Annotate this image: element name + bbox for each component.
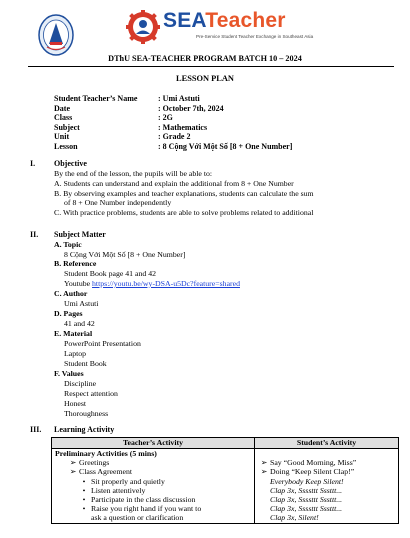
info-label: Subject <box>54 122 80 132</box>
student-doing-item <box>258 467 395 476</box>
info-value: : 8 Cộng Với Một Số [8 + One Number] <box>158 141 293 151</box>
arrow-bullet-icon: ➢ <box>260 458 268 468</box>
rule-text: Sit properly and quietly <box>91 476 165 486</box>
agreement-text: Class Agreement <box>79 467 133 477</box>
table-header-row <box>52 438 399 449</box>
section-title: Objective <box>54 159 87 168</box>
chant-line: Clap 3x, Ssssttt Sssttt... <box>270 494 343 504</box>
spacer <box>258 449 395 458</box>
rule-item <box>55 486 251 495</box>
section-number: II. <box>30 230 39 239</box>
dot-bullet-icon: • <box>82 494 86 504</box>
info-row <box>54 123 292 133</box>
info-value: : Umi Astuti <box>158 94 200 103</box>
arrow-bullet-icon: ➢ <box>260 467 268 477</box>
value-item: Honest <box>64 399 87 408</box>
material-item: Laptop <box>64 349 87 358</box>
arrow-bullet-icon: ➢ <box>69 467 77 477</box>
value-item: Respect attention <box>64 389 118 398</box>
youtube-label: Youtube <box>64 279 93 288</box>
info-row <box>54 132 292 142</box>
pages-heading: D. Pages <box>54 309 83 318</box>
material-heading: E. Material <box>54 329 93 338</box>
activity-table <box>51 437 399 524</box>
student-say-text: Say “Good Morning, Miss” <box>270 458 357 468</box>
section-subject-matter-heading <box>30 230 106 239</box>
objective-b: B. By observing examples and teacher explanations, students can calculate the sum <box>54 189 314 198</box>
university-seal-logo <box>38 14 74 56</box>
objective-b-continued: of 8 + One Number independently <box>64 198 172 207</box>
info-row <box>54 94 292 104</box>
material-item: Student Book <box>64 359 107 368</box>
info-row <box>54 142 292 152</box>
greetings-text: Greetings <box>79 458 110 468</box>
teacher-activity-cell <box>52 449 255 524</box>
brand-sea: SEA <box>163 9 206 32</box>
brand-wordmark <box>163 10 286 32</box>
preliminary-heading: Preliminary Activities (5 mins) <box>55 449 157 458</box>
info-row <box>54 104 292 114</box>
dot-bullet-icon: • <box>82 504 86 514</box>
section-learning-activity-heading <box>30 425 114 434</box>
chant-line: Clap 3x, Ssssttt Sssttt... <box>270 485 343 495</box>
header-divider <box>28 66 394 67</box>
info-label: Class <box>54 113 73 123</box>
section-number: III. <box>30 425 42 434</box>
column-header-teacher: Teacher’s Activity <box>52 438 255 449</box>
lesson-info <box>54 94 292 152</box>
brand-tagline: Pre-Service Student Teacher Exchange in Southeast Asia <box>196 34 314 39</box>
values-heading: F. Values <box>54 369 84 378</box>
student-say-item <box>258 458 395 467</box>
objective-c: C. With practice problems, students are able to solve problems related to additional <box>54 208 314 217</box>
info-label: Student Teacher’s Name <box>54 94 138 103</box>
sea-teacher-gear-logo <box>126 10 160 44</box>
rule-item <box>55 495 251 504</box>
info-row <box>54 113 292 123</box>
info-value: : October 7th, 2024 <box>158 103 224 113</box>
document-title: LESSON PLAN <box>176 74 234 83</box>
material-item: PowerPoint Presentation <box>64 339 141 348</box>
student-activity-cell <box>255 449 399 524</box>
value-item: Thoroughness <box>64 409 109 418</box>
column-header-student: Student’s Activity <box>255 438 399 449</box>
dot-bullet-icon: • <box>82 485 86 495</box>
rule-text: Participate in the class discussion <box>91 494 196 504</box>
info-label: Lesson <box>54 141 78 151</box>
chant-line: Everybody Keep Silent! <box>270 476 344 486</box>
info-value: : Mathematics <box>158 122 208 132</box>
info-label: Date <box>54 103 70 113</box>
reference-youtube <box>64 279 240 288</box>
table-row <box>52 449 399 524</box>
value-item: Discipline <box>64 379 97 388</box>
info-value: : Grade 2 <box>158 132 191 142</box>
rule-item <box>55 477 251 486</box>
dot-bullet-icon: • <box>82 476 86 486</box>
info-value: : 2G <box>158 113 173 123</box>
brand-teacher: Teacher <box>205 9 286 32</box>
chant-line: Clap 3x, Silent! <box>270 513 319 523</box>
reference-heading: B. Reference <box>54 259 97 268</box>
author-name: Umi Astuti <box>64 299 99 308</box>
objective-a: A. Students can understand and explain the additional from 8 + One Number <box>54 179 294 188</box>
pages-value: 41 and 42 <box>64 319 95 328</box>
section-title: Subject Matter <box>54 230 106 239</box>
objective-intro: By the end of the lesson, the pupils will be able to: <box>54 169 213 178</box>
chant-line: Clap 3x, Ssssttt Sssttt... <box>270 504 343 514</box>
program-title: DThU SEA-TEACHER PROGRAM BATCH 10 – 2024 <box>108 54 302 63</box>
section-title: Learning Activity <box>54 425 115 434</box>
topic-text: 8 Cộng Với Một Số [8 + One Number] <box>64 250 186 259</box>
greetings-item <box>55 458 251 467</box>
author-heading: C. Author <box>54 289 88 298</box>
section-number: I. <box>30 159 36 168</box>
student-doing-text: Doing “Keep Silent Clap!” <box>270 467 355 477</box>
rule-continued: ask a question or clarification <box>91 513 184 523</box>
youtube-link[interactable]: https://youtu.be/wy-DSA-u5Dc?feature=shared <box>92 279 240 288</box>
section-objective-heading <box>30 159 87 168</box>
info-label: Unit <box>54 132 70 142</box>
reference-book: Student Book page 41 and 42 <box>64 269 157 278</box>
rule-text: Listen attentively <box>91 485 146 495</box>
agreement-item <box>55 467 251 476</box>
topic-heading: A. Topic <box>54 240 82 249</box>
arrow-bullet-icon: ➢ <box>69 458 77 468</box>
rule-item <box>55 504 251 513</box>
rule-text: Raise you right hand if you want to <box>91 504 202 514</box>
